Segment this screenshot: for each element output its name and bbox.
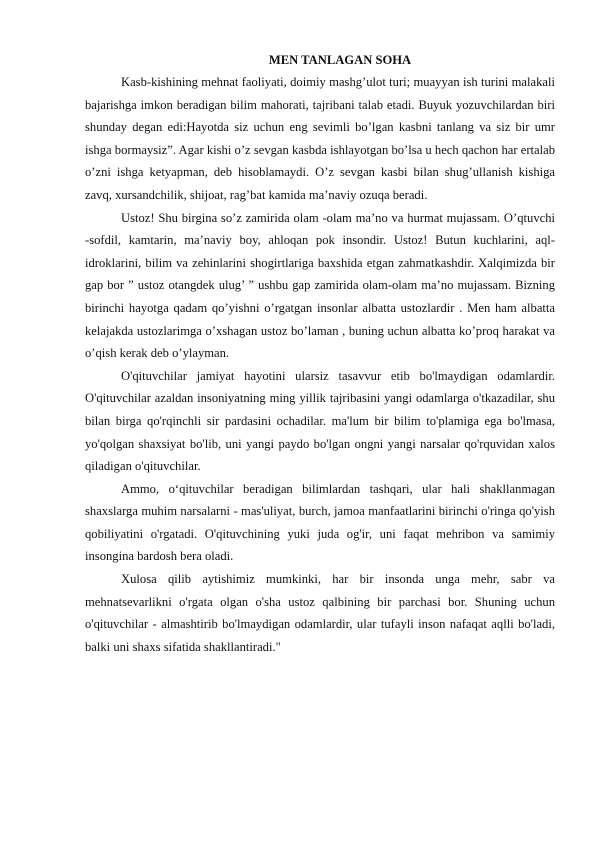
paragraph-teachers-society: O'qituvchilar jamiyat hayotini ularsiz tasavvur etib bo'lmaydigan odamlardir. O'qituvchilar azaldan insoniyatning ming yillik tajribasini yangi odamlarga o'tkazadilar, shu bilan birga qo'rqinchli sir pardasini ochadilar. ma'lum bir bilim to'plamiga ega bo'lmasa, yo'qolgan shaxsiyat bo'lib, uni yangi paydo bo'lgan ongni yangi narsalar qo'rquvidan xalos qiladigan o'qituvchilar. xyxy=(85,368,555,474)
paragraph-conclusion: Xulosa qilib aytishimiz mumkinki, har bir insonda unga mehr, sabr va mehnatsevarlikni o'rgata olgan o'sha ustoz qalbining bir parchasi bor. Shuning uchun o'qituvchilar - almashtirib bo'lmaydigan odamlardir, ular tufayli inson nafaqat aqlli bo'ladi, balki uni shaxs sifatida shakllantiradi." xyxy=(85,572,555,654)
document-title: MEN TANLAGAN SOHA xyxy=(268,53,412,67)
paragraph-teacher: Ustoz! Shu birgina so’z zamirida olam -olam ma’no va hurmat mujassam. O’qtuvchi -sofdil, kamtarin, ma’naviy boy, ahloqan pok insondir. Ustoz! Butun kuchlarini, aql-idroklarini, bilim va zehinlarini shogirtlariga baxshida etgan zahmatkashdir. Xalqimizda bir gap bor ” ustoz otangdek ulug’ ” ushbu gap zamirida olam-olam ma’no mujassam. Bizning birinchi hayotga qadam qo’yishni o’rgatgan insonlar albatta ustozlardir . Men ham albatta kelajakda ustozlarimga o’xshagan ustoz bo’laman , buning uchun albatta ko’proq harakat va o’qish kerak deb o’ylayman. xyxy=(85,210,555,361)
paragraph-career: Kasb-kishining mehnat faoliyati, doimiy mashg’ulot turi; muayyan ish turini malakali bajarishga imkon beradigan bilim mahorati, tajribani talab etadi. Buyuk yozuvchilardan biri shunday degan edi:Hayotda siz uchun eng sevimli bo’lgan kasbni tanlang va siz bir umr ishga bormaysiz”. Agar kishi o’z sevgan kasbda ishlayotgan bo’lsa u hech qachon har ertalab o’zni ishga ketyapman, deb hisoblamaydi. O’z sevgan kasbi bilan shug’ullanish kishiga zavq, xursandchilik, shijoat, rag’bat kamida ma’naviy ozuqa beradi. xyxy=(85,75,555,202)
document-page xyxy=(85,49,555,658)
paragraph-responsibility: Ammo, o‘qituvchilar beradigan bilimlardan tashqari, ular hali shakllanmagan shaxslarga muhim narsalarni - mas'uliyat, burch, jamoa manfaatlarini birinchi o'ringa qo'yish qobiliyatini o'rgatadi. O'qituvchining yuki juda og'ir, uni faqat mehribon va samimiy insongina bardosh bera oladi. xyxy=(85,481,555,564)
